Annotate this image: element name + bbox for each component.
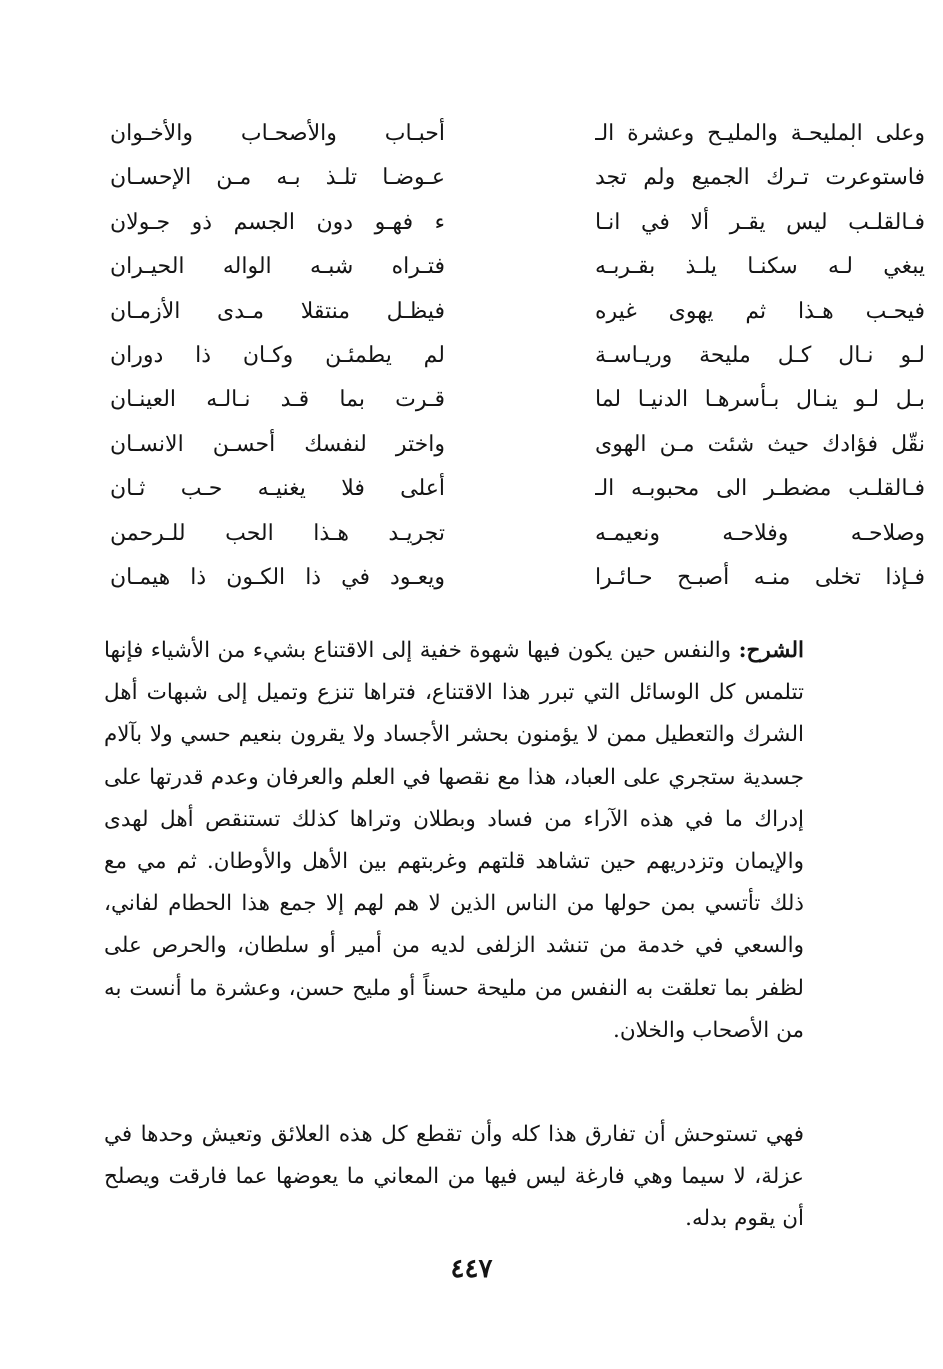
verse-hemistich: فيظـل منتقلا مـدى الأزمـان [110, 298, 445, 324]
verse-hemistich: فاستوعرت تـرك الجميع ولم تجد [595, 165, 925, 191]
commentary-text [104, 630, 804, 1052]
poem-left-column [110, 112, 445, 600]
verse-hemistich: وعلى المليحـة والمليـح وعشرة الـ [595, 121, 925, 146]
verse-hemistich: واختر لنفسك أحسـن الانسـان [110, 431, 445, 457]
poem-block [110, 112, 925, 600]
verse-hemistich: وصلاحـه وفلاحـه ونعيمـه [595, 520, 925, 546]
second-paragraph: فهي تستوحش أن تفارق هذا كله وأن تقطع كل هذه العلائق وتعيش وحدها في عزلة، لا سيما وهي فارغة ليس فيها من المعاني ما يعوضها عما فارقت ويصلح أن يقوم بدله. [104, 1122, 805, 1232]
verse-hemistich: عـوضـا تلـذ بـه مـن الإحسـان [110, 165, 445, 191]
verse-hemistich: فـالقلـب مضطـر الى محبوبـه الـ [595, 476, 925, 502]
verse-hemistich: فتـراه شبـه الواله الحيـران [110, 254, 445, 280]
verse-hemistich: ويعـود في ذا الكـون ذا هيمـان [110, 564, 445, 590]
verse-hemistich: فـالقلـب ليس يقـر ألا في انـا [595, 209, 925, 235]
poem-right-column [595, 112, 925, 600]
verse-hemistich: فـإذا تخلى منـه أصبـح حـائـرا [595, 564, 925, 590]
verse-hemistich: نقّل فؤادك حيث شئت مـن الهوى [595, 431, 925, 457]
commentary-paragraph [104, 630, 804, 1052]
verse-hemistich: يبغي لـه سكنـا يلـذ بقـربـه [595, 254, 925, 280]
verse-hemistich: ء فهـو دون الجسم ذو جـولان [110, 209, 445, 235]
verse-hemistich: لـو نـال كـل مليحة وريـاسـة [595, 342, 925, 368]
commentary-lead: الشرح: [738, 638, 804, 663]
verse-hemistich: بـل لـو ينـال بـأسرهـا الدنيـا لما [595, 387, 925, 413]
verse-hemistich: فيحـب هـذا ثم يهوى غيره [595, 298, 925, 324]
verse-hemistich: لم يطمئـن وكـان ذا دوران [110, 342, 445, 368]
commentary-body: والنفس حين يكون فيها شهوة خفية إلى الاقتناع بشيء من الأشياء فإنها تتلمس كل الوسائل التي تبرر هذا الاقتناع، فتراها تنزع وتميل إلى شبهات أهل الشرك والتعطيل ممن لا يؤمنون بحشر الأجساد ولا يقرون بنعيم حسي ولا بآلام جسدية ستجري على العباد، هذا مع نقصها في العلم والعرفان وعدم قدرتها على إدراك ما في هذه الآراء من فساد وبطلان وتراها كذلك تستنقص أهل لهدى والإيمان وتزدريهم حين تشاهد قلتهم وغربتهم بين الأهل والأوطان. ثم مي مع ذلك تأتسي بمن حولها من الناس الذين لا هم لهم إلا جمع هذا الحطام لفاني، والسعي في خدمة من تنشد الزلفى لديه من أمير أو سلطان، والحرص على لظفر بما تعلقت به النفس من مليحة حسناً أو مليح حسن، وعشرة ما أنست به من الأصحاب والخلان. [104, 638, 804, 1043]
verse-hemistich: تجريـد هـذا الحب للـرحمن [110, 520, 445, 546]
verse-hemistich: أعلى فلا يغنيـه حـب ثـان [110, 476, 445, 502]
page-number: ٤٤٧ [450, 1254, 493, 1284]
verse-hemistich: أحبـاب والأصحـاب والأخـوان [110, 121, 445, 146]
verse-hemistich: قـرت بما قـد نـالـه العينـان [110, 387, 445, 413]
